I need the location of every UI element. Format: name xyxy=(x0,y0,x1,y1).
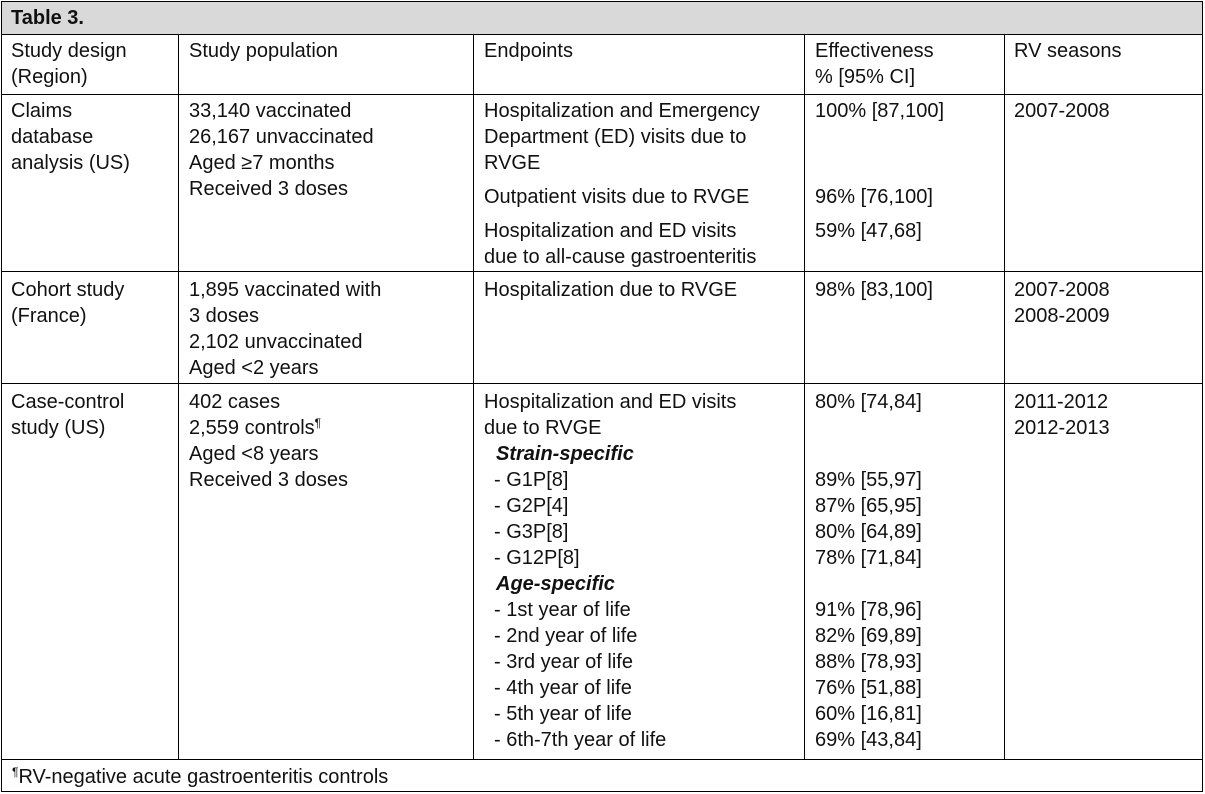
row1-rv-seasons: 2007-2008 xyxy=(1014,100,1110,122)
row-divider xyxy=(2,759,1202,760)
row3-effectiveness: 80% [74,84] 89% [55,97] 87% [65,95] 80% [64,89] 78% [71,84] 91% [78,96] 82% [69,89] 88% [78,93] 76% [51,88] 60% [16,81] 69% [43,84] xyxy=(815,391,922,751)
row2-effectiveness: 98% [83,100] xyxy=(815,279,933,301)
row3-endpoints: Hospitalization and ED visits due to RVGE Strain-specific - G1P[8] - G2P[4] - G3P[8] - G12P[8] Age-specific - 1st year of life - 2nd year of life - 3rd year of life - 4th year of life - 5th year of life - 6th-7th year of life xyxy=(484,391,737,751)
footnote-marker: ¶ xyxy=(314,416,322,430)
row1-effectiveness: 100% [87,100] 96% [76,100] 59% [47,68] xyxy=(815,100,944,242)
column-divider xyxy=(1004,35,1005,759)
footnote-marker: ¶ xyxy=(12,765,19,779)
header-study-design: Study design (Region) xyxy=(11,40,127,88)
row2-study-design: Cohort study (France) xyxy=(11,279,125,327)
table-title: Table 3. xyxy=(2,2,1202,35)
header-rv-seasons: RV seasons xyxy=(1014,40,1122,62)
age-specific-heading: Age-specific xyxy=(496,573,615,595)
row3-study-population: 402 cases 2,559 controls¶ Aged <8 years Received 3 doses xyxy=(189,391,348,491)
strain-specific-heading: Strain-specific xyxy=(496,443,634,465)
header-endpoints: Endpoints xyxy=(484,40,573,62)
row-divider xyxy=(2,383,1202,384)
column-divider xyxy=(178,35,179,759)
column-divider xyxy=(804,35,805,759)
row2-study-population: 1,895 vaccinated with 3 doses 2,102 unvaccinated Aged <2 years xyxy=(189,279,382,379)
row3-study-design: Case-control study (US) xyxy=(11,391,125,439)
row1-study-population: 33,140 vaccinated 26,167 unvaccinated Aged ≥7 months Received 3 doses xyxy=(189,100,374,200)
row2-endpoints: Hospitalization due to RVGE xyxy=(484,279,738,301)
row-divider xyxy=(2,94,1202,95)
table-footnote: ¶RV-negative acute gastroenteritis controls xyxy=(12,765,389,788)
row-divider xyxy=(2,271,1202,272)
row2-rv-seasons: 2007-2008 2008-2009 xyxy=(1014,279,1110,327)
header-study-population: Study population xyxy=(189,40,339,62)
header-effectiveness: Effectiveness % [95% CI] xyxy=(815,40,934,88)
data-table xyxy=(1,1,1203,792)
column-divider xyxy=(473,35,474,759)
row3-rv-seasons: 2011-2012 2012-2013 xyxy=(1014,391,1110,439)
row1-endpoints: Hospitalization and Emergency Department (ED) visits due to RVGE Outpatient visits due to RVGE Hospitalization and ED visits due to all-cause gastroenteritis xyxy=(484,100,760,268)
row1-study-design: Claims database analysis (US) xyxy=(11,100,130,174)
